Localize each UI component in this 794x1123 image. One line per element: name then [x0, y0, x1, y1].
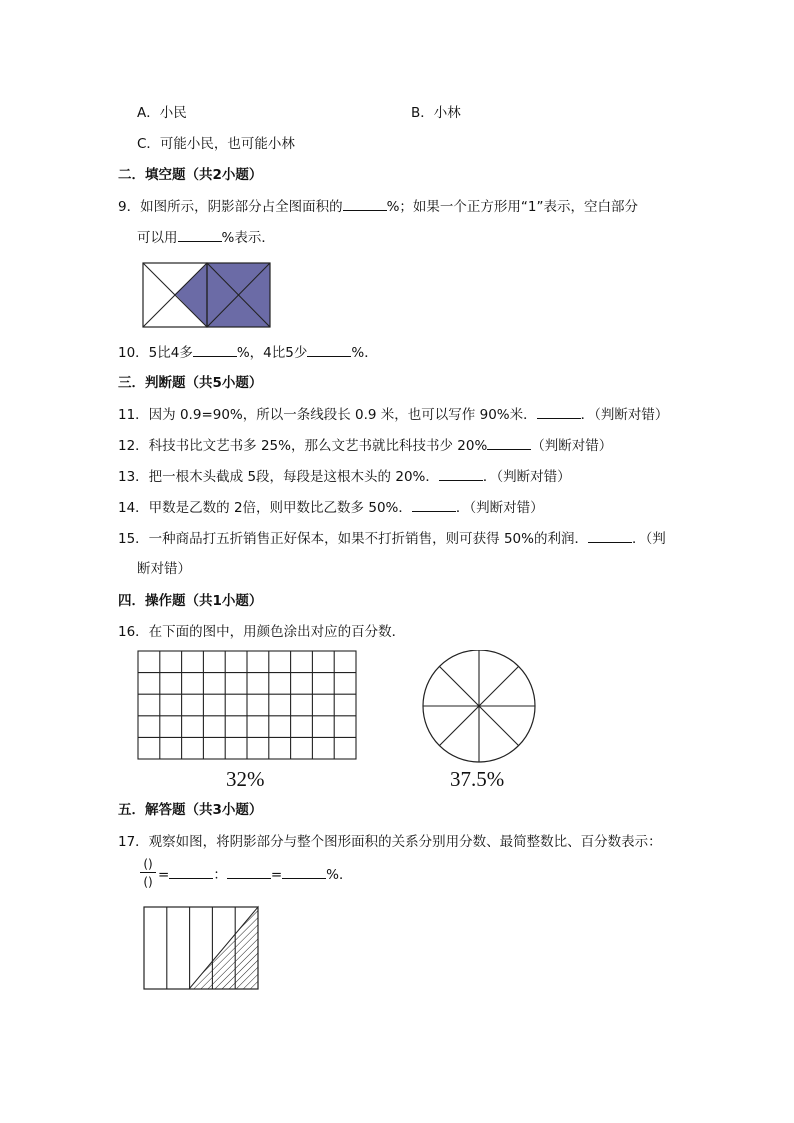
q16-circle-figure	[421, 650, 539, 768]
q16-circle-label: 37.5%	[450, 767, 505, 791]
q15-line1	[118, 529, 666, 548]
answer-blank	[588, 529, 632, 543]
q16-grid-figure	[137, 650, 359, 761]
answer-blank	[227, 865, 271, 879]
answer-blank	[178, 228, 222, 242]
q17-text: 17．观察如图，将阴影部分与整个图形面积的关系分别用分数、最简整数比、百分数表示：	[118, 834, 662, 850]
q17-expression	[158, 865, 352, 884]
q9-text-c: 可以用	[137, 230, 178, 246]
q8-option-a: A．小民	[137, 105, 187, 121]
q16-text: 16．在下面的图中，用颜色涂出对应的百分数．	[118, 624, 406, 640]
ratio-colon: ：	[213, 867, 227, 883]
q15-line2: 断对错）	[137, 561, 191, 577]
percent-suffix: %．	[326, 867, 353, 883]
equals-sign: =	[270, 867, 283, 883]
q14	[118, 498, 544, 517]
answer-blank	[282, 865, 326, 879]
fraction-bar	[140, 872, 156, 873]
q10-text-b: %，4比5少	[236, 345, 308, 361]
q8-option-b: B．小林	[411, 105, 461, 121]
q13-text: 13．把一根木头截成 5段，每段是这根木头的 20%．	[118, 469, 439, 485]
answer-blank	[537, 405, 581, 419]
q10-text-a: 10．5比4多	[118, 345, 193, 361]
q11-suffix: ．（判断对错）	[580, 407, 669, 423]
section-title-judgment: 三．判断题（共5小题）	[118, 375, 263, 391]
q17-figure	[143, 905, 259, 991]
section-title-solve: 五．解答题（共3小题）	[118, 802, 263, 818]
q8-option-c: C．可能小民，也可能小林	[137, 136, 295, 152]
q9-figure	[142, 262, 272, 328]
hatched-triangle	[189, 907, 258, 989]
q14-suffix: ．（判断对错）	[455, 500, 544, 516]
section-title-operation: 四．操作题（共1小题）	[118, 593, 263, 609]
q9-text-a: 9．如图所示，阴影部分占全图面积的	[118, 199, 343, 215]
answer-blank	[343, 197, 387, 211]
shaded-region	[175, 263, 270, 327]
q14-text: 14．甲数是乙数的 2倍，则甲数比乙数多 50%．	[118, 500, 412, 516]
q10	[118, 343, 378, 362]
q9-text-d: %表示．	[221, 230, 275, 246]
q12-suffix: （判断对错）	[531, 438, 613, 454]
q12	[118, 436, 612, 455]
answer-blank	[487, 436, 531, 450]
q11	[118, 405, 668, 424]
q10-text-c: %．	[351, 345, 378, 361]
q9-line1	[118, 197, 638, 216]
q15-text: 15．一种商品打五折销售正好保本，如果不打折销售，则可获得 50%的利润．	[118, 531, 588, 547]
fraction-numerator: ()	[143, 857, 153, 871]
answer-blank	[412, 498, 456, 512]
q12-text: 12．科技书比文艺书多 25%，那么文艺书就比科技书少 20%	[118, 438, 488, 454]
section-title-fill-blank: 二．填空题（共2小题）	[118, 167, 263, 183]
q15-suffix: ．（判	[631, 531, 666, 547]
fraction-denominator: ()	[143, 875, 153, 889]
q13	[118, 467, 571, 486]
equals-sign: =	[158, 867, 170, 883]
q16-grid-label: 32%	[226, 767, 265, 791]
q13-suffix: ．（判断对错）	[482, 469, 571, 485]
answer-blank	[193, 343, 237, 357]
q9-text-b: %；如果一个正方形用“1”表示，空白部分	[386, 199, 638, 215]
q11-text: 11．因为 0.9=90%，所以一条线段长 0.9 米，也可以写作 90%米．	[118, 407, 537, 423]
q9-line2	[137, 228, 275, 247]
answer-blank	[439, 467, 483, 481]
answer-blank	[307, 343, 351, 357]
answer-blank	[169, 865, 213, 879]
